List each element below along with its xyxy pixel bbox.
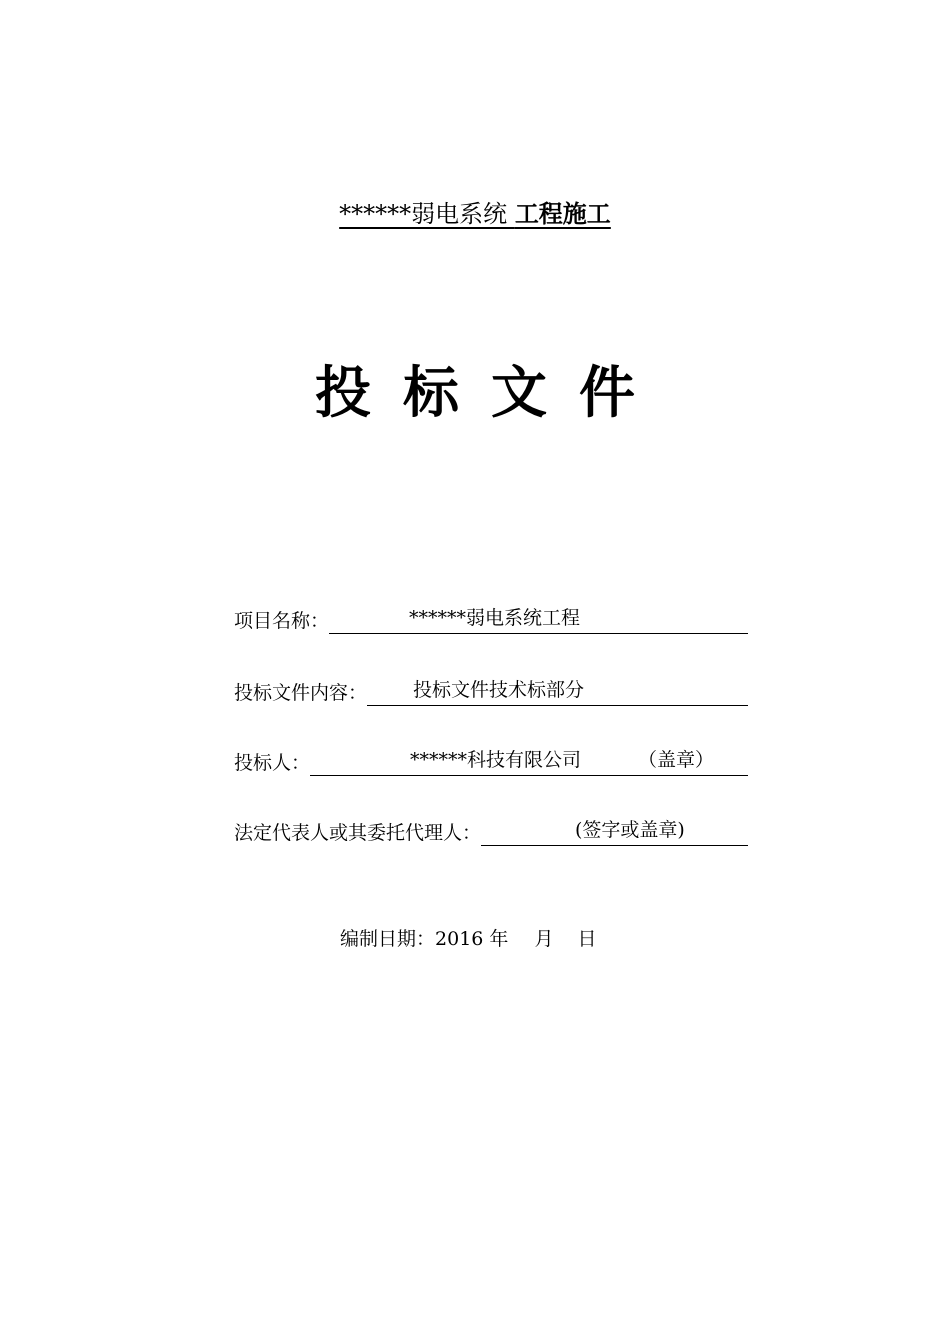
field-value-line — [310, 749, 748, 776]
field-project-name — [234, 600, 748, 634]
header-project-name: ******弱电系统 — [339, 200, 515, 228]
seal-note: （盖章） — [638, 749, 715, 771]
date-label: 编制日期： — [340, 928, 436, 950]
field-label: 投标人： — [234, 752, 311, 774]
date-month-unit: 月 — [534, 928, 554, 950]
project-header — [0, 196, 950, 232]
field-value: (签字或盖章) — [575, 819, 685, 841]
date-year-unit: 年 — [489, 928, 509, 950]
field-value: 投标文件技术标部分 — [413, 679, 585, 701]
field-value-line — [367, 679, 748, 706]
field-bidder — [234, 742, 748, 776]
date-year: 2016 — [435, 928, 484, 950]
compile-date — [340, 924, 596, 954]
date-day-unit: 日 — [577, 928, 597, 950]
document-title: 投标文件 — [315, 361, 667, 426]
header-construction: 工程施工 — [514, 200, 611, 228]
field-legal-representative — [234, 812, 748, 846]
field-value: ******科技有限公司 — [410, 749, 582, 771]
field-label: 项目名称： — [234, 610, 330, 632]
field-label: 法定代表人或其委托代理人： — [234, 822, 482, 844]
field-value-line — [481, 819, 748, 846]
field-label: 投标文件内容： — [234, 682, 368, 704]
field-bid-content — [234, 672, 748, 706]
field-value-line — [329, 607, 748, 634]
field-value: ******弱电系统工程 — [409, 607, 581, 629]
